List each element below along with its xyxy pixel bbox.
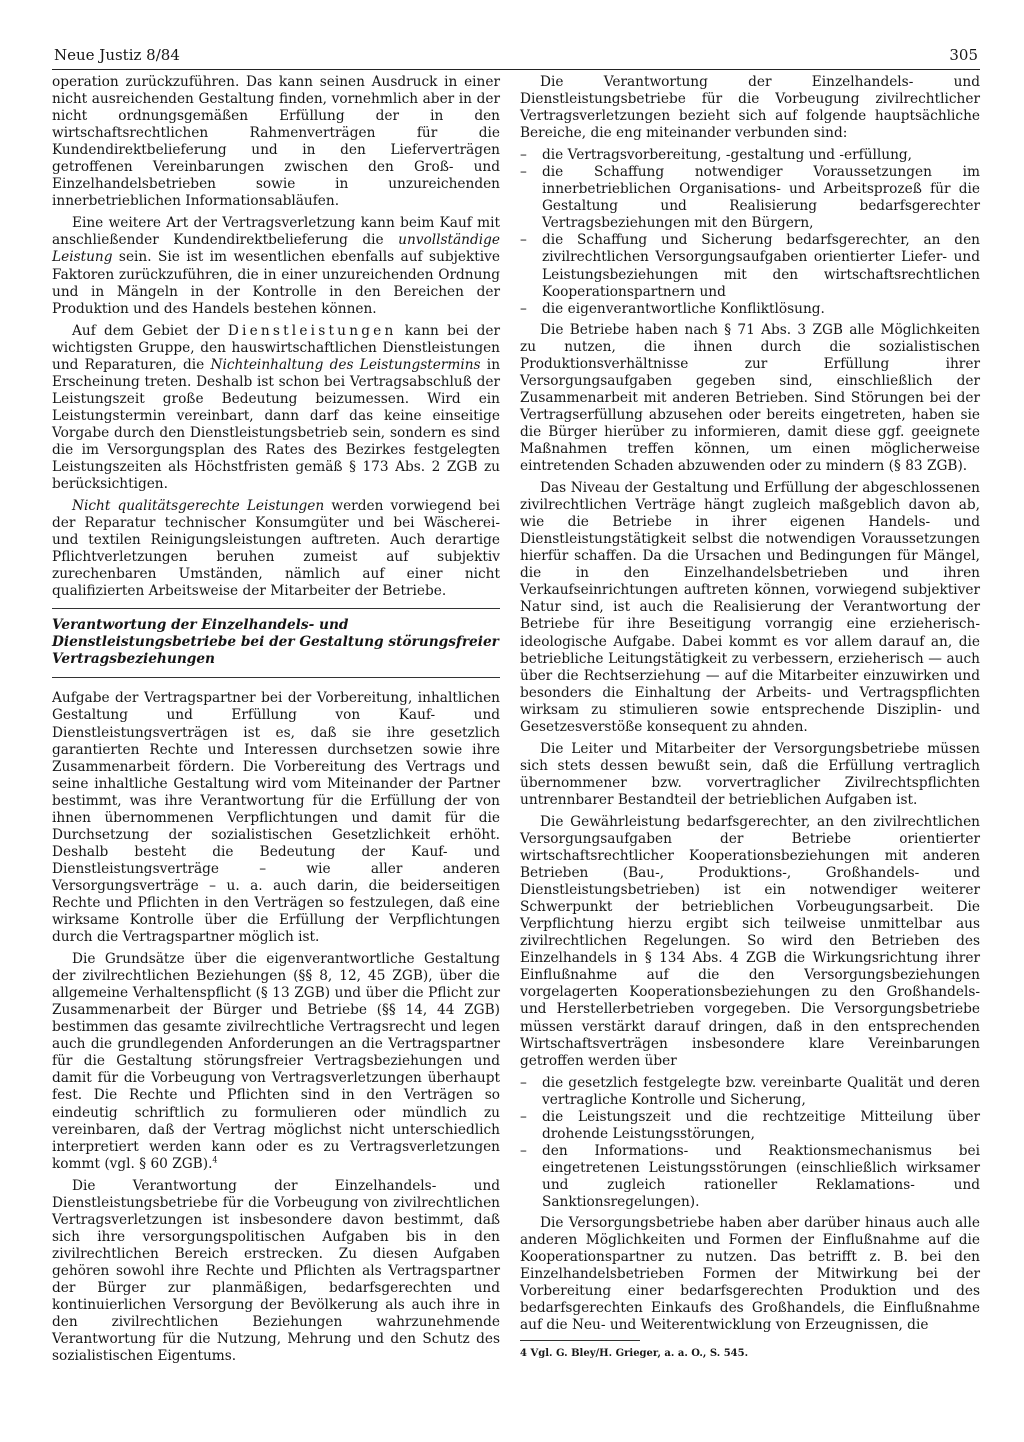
paragraph [52,951,500,1173]
list-item: – die eigenverantwortliche Konfliktlösung. [520,301,980,318]
right-column [520,74,980,1365]
header-rule [52,69,980,70]
emphasis: unvollständige Leistung [52,232,500,266]
journal-page [52,44,980,1414]
paragraph: Die Leiter und Mitarbeiter der Versorgungsbetriebe müssen sich stets dessen bewußt sein, daß die Erfüllung vertraglich übernommener bzw. vorvertraglicher Zivilrechtspflichten untrennbarer Bestandteil der betrieblichen Aufgaben ist. [520,740,980,808]
page-number: 305 [949,46,978,64]
left-column [52,74,500,1370]
footnote: 4 Vgl. G. Bley/H. Grieger, a. a. O., S. 545. [520,1348,749,1360]
list-item: – die Schaffung und Sicherung bedarfsgerechter, an den zivilrechtlichen Versorgungsaufgaben orientierter Liefer- und Leistungsbeziehungen mit den wirtschaftsrechtlichen Kooperationspartnern und [520,232,980,300]
text-run: Eine weitere Art der Vertragsverletzung kann beim Kauf mit anschließender Kundendirektbelieferung die [52,215,500,249]
text-run: werden vorwiegend bei der Reparatur technischer Konsumgüter und bei Wäscherei- und textilen Reinigungsleistungen auftreten. Auch derartige Pflichtverletzungen beruhen zumeist auf subjektiv zurechenbaren Umständen, nämlich auf einer nicht qualifizierten Arbeitsweise der Mitarbeiter der Betriebe. [52,498,500,600]
section-heading: Verantwortung der Einzelhandels- und Dienstleistungsbetriebe bei der Gestaltung störungsfreier Vertragsbeziehungen [52,617,499,668]
paragraph: Die Verantwortung der Einzelhandels- und Dienstleistungsbetriebe für die Vorbeugung von zivilrechtlichen Vertragsverletzungen ist insbesondere davon bestimmt, daß sich ihre versorgungspolitischen Aufgaben bis in den zivilrechtlichen Bereich erstrecken. Zu diesen Aufgaben gehören sowohl ihre Rechte und Pflichten als Vertragspartner der Bürger zur planmäßigen, bedarfsgerechten und kontinuierlichen Versorgung der Bevölkerung als auch ihre in den zivilrechtlichen Beziehungen wahrzunehmende Verantwortung für die Nutzung, Mehrung und den Schutz des sozialistischen Eigentums. [52,1177,500,1365]
paragraph: operation zurückzuführen. Das kann seinen Ausdruck in einer nicht ausreichenden Gestaltung finden, vornehmlich aber in der nicht ordnungsgemäßen Erfüllung der in den wirtschaftsrechtlichen Rahmenverträgen für die Kundendirektbelieferung und in den Lieferverträgen getroffenen Vereinbarungen zwischen den Groß- und Einzelhandelsbetrieben sowie in unzureichenden innerbetrieblichen Informationsabläufen. [52,74,500,210]
text-run: in Erscheinung treten. Deshalb ist schon bei Vertragsabschluß der Leistungszeit große Bedeutung beizumessen. Wird ein Leistungstermin vereinbart, dann darf das keine einseitige Vorgabe durch den Dienstleistungsbetrieb sein, sondern es sind die im Versorgungsplan des Rates des Bezirkes festgelegten Leistungszeiten als Höchstfristen gemäß § 173 Abs. 2 ZGB zu berücksichtigen. [52,356,501,493]
spaced-emphasis: Dienstleistungen [227,322,397,339]
paragraph: Aufgabe der Vertragspartner bei der Vorbereitung, inhaltlichen Gestaltung und Erfüllung von Kauf- und Dienstleistungsverträgen ist es, daß sie ihre gesetzlich garantierten Rechte und Interessen durchsetzen sowie ihre Zusammenarbeit fördern. Die Vorbereitung des Vertrags und seine inhaltliche Gestaltung wird vom Miteinander der Partner bestimmt, was ihre Verantwortung für die Erfüllung der von ihnen übernommenen Verpflichtungen und damit für die Durchsetzung der sozialistischen Gesetzlichkeit erhöht. Deshalb besteht die Bedeutung der Kauf- und Dienstleistungsverträge – wie aller anderen Versorgungsverträge – u. a. auch darin, die beiderseitigen Rechte und Pflichten in den Verträgen so festzulegen, daß eine wirksame Kontrolle über die Erfüllung der Verpflichtungen durch die Vertragspartner möglich ist. [52,690,500,946]
text-run: Die Grundsätze über die eigenverantwortliche Gestaltung der zivilrechtlichen Beziehungen (§§ 8, 12, 45 ZGB), über die allgemeine Verhaltenspflicht (§ 13 ZGB) und über die Pflicht zur Zusammenarbeit der Bürger und Betriebe (§§ 14, 44 ZGB) bestimmen das gesamte zivilrechtliche Vertragsrecht und legen auch die grundlegenden Anforderungen an die Vertragspartner für die Gestaltung störungsfreier Vertragsbeziehungen und damit für die Vorbeugung von Vertragsverletzungen überhaupt fest. Die Rechte und Pflichten sind in den Verträgen so eindeutig schriftlich zu formulieren oder mündlich zu vereinbaren, daß der Vertrag möglichst nicht unterschiedlich interpretiert werden kann oder es zu Vertragsverletzungen kommt (vgl. § 60 ZGB). [52,951,500,1172]
footnote-rule [520,1340,640,1341]
emphasis: Nichteinhaltung des Leistungstermins [210,356,481,373]
paragraph [52,323,500,493]
journal-issue: Neue Justiz 8/84 [54,46,180,64]
list-item: – die gesetzlich festgelegte bzw. vereinbarte Qualität und deren vertragliche Kontrolle und Sicherung, [520,1075,980,1109]
paragraph [52,215,500,317]
paragraph: Die Gewährleistung bedarfsgerechter, an den zivilrechtlichen Versorgungsaufgaben der Betriebe orientierter wirtschaftsrechtlicher Kooperationsbeziehungen mit anderen Betrieben (Bau-, Produktions-, Großhandels- und Dienstleistungsbetrieben) ist ein notwendiger weiterer Schwerpunkt der betrieblichen Vorbeugungsarbeit. Die Verpflichtung hierzu ergibt sich teilweise unmittelbar aus zivilrechtlichen Regelungen. So wird den Betrieben des Einzelhandels in § 134 Abs. 4 ZGB die Wirkungsrichtung ihrer Einflußnahme auf die den Versorgungsbeziehungen vorgelagerten Kooperationsbeziehungen zu den Großhandels- und Herstellerbetrieben vorgegeben. Die Versorgungsbetriebe müssen verstärkt darauf dringen, daß in den entsprechenden Wirtschaftsverträgen insbesondere klare Vereinbarungen getroffen werden über [520,813,980,1069]
list-item: – die Vertragsvorbereitung, -gestaltung und -erfüllung, [520,147,980,164]
text-run: Auf dem Gebiet der [72,322,228,339]
list-item: – den Informations- und Reaktionsmechanismus bei eingetretenen Leistungsstörungen (einschließlich wirksamer und zugleich rationeller Reklamations- und Sanktionsregelungen). [520,1143,980,1211]
page-header [52,44,980,70]
paragraph: Die Versorgungsbetriebe haben aber darüber hinaus auch alle anderen Möglichkeiten und Formen der Einflußnahme auf die Kooperationspartner zu nutzen. Das betrifft z. B. bei den Einzelhandelsbetrieben Formen der Mitwirkung bei der Vorbereitung einer bedarfsgerechten Produktion und des bedarfsgerechten Einkaufs des Großhandels, die Einflußnahme auf die Neu- und Weiterentwicklung von Erzeugnissen, die [520,1215,980,1334]
section-heading-box [52,608,500,678]
list-item: – die Leistungszeit und die rechtzeitige Mitteilung über drohende Leistungsstörungen, [520,1109,980,1143]
text-run: sein. Sie ist im wesentlichen ebenfalls auf subjektive Faktoren zurückzuführen, die in einer unzureichenden Ordnung und in Mängeln in der Kontrolle in den Bereichen der Produktion und des Handels bestehen können. [52,249,500,317]
emphasis: Nicht qualitätsgerechte Leistungen [72,498,325,515]
list-item: – die Schaffung notwendiger Voraussetzungen im innerbetrieblichen Organisations- und Arbeitsprozeß für die Gestaltung und Realisierung bedarfsgerechter Vertragsbeziehungen mit den Bürgern, [520,164,980,232]
paragraph: Das Niveau der Gestaltung und Erfüllung der abgeschlossenen zivilrechtlichen Verträge hängt zugleich maßgeblich davon ab, wie die Betriebe in ihrer eigenen Handels- und Dienstleistungstätigkeit selbst die notwendigen Voraussetzungen hierfür schaffen. Da die Ursachen und Bedingungen für Mängel, die in den Einzelhandelsbetrieben und ihren Verkaufseinrichtungen auftreten können, vorwiegend subjektiver Natur sind, ist auch die Realisierung der Verantwortung der Betriebe für ihre Beseitigung vorrangig eine erzieherisch-ideologische Aufgabe. Dabei kommt es vor allem darauf an, die betriebliche Leitungstätigkeit zu verbessern, erzieherisch — auch über die Rechtserziehung — auf die Mitarbeiter einzuwirken und besonders die Einhaltung der Arbeits- und Vertragspflichten wirksam zu stimulieren sowie entsprechende Disziplin- und Gesetzesverstöße konsequent zu ahnden. [520,480,980,735]
footnote-ref[interactable]: 4 [212,1155,218,1165]
dash-list [520,147,980,317]
text-run: kann bei der wichtigsten Gruppe, den hauswirtschaftlichen Dienstleistungen und Reparaturen, die [52,322,500,373]
dash-list [520,1075,980,1211]
paragraph [52,498,500,600]
paragraph: Die Betriebe haben nach § 71 Abs. 3 ZGB alle Möglichkeiten zu nutzen, die ihnen durch die sozialistischen Produktionsverhältnisse zur Erfüllung ihrer Versorgungsaufgaben gegeben sind, einschließlich der Zusammenarbeit mit anderen Betrieben. Sind Störungen bei der Vertragserfüllung abzusehen oder bereits eingetreten, haben sie die Bürger hierüber zu informieren, damit diese ggf. geeignete Maßnahmen treffen können, um einen möglicherweise eintretenden Schaden abzuwenden oder zu mindern (§ 83 ZGB). [520,321,980,475]
paragraph: Die Verantwortung der Einzelhandels- und Dienstleistungsbetriebe für die Vorbeugung zivilrechtlicher Vertragsverletzungen bezieht sich auf folgende hauptsächliche Bereiche, die eng miteinander verbunden sind: [520,74,980,142]
